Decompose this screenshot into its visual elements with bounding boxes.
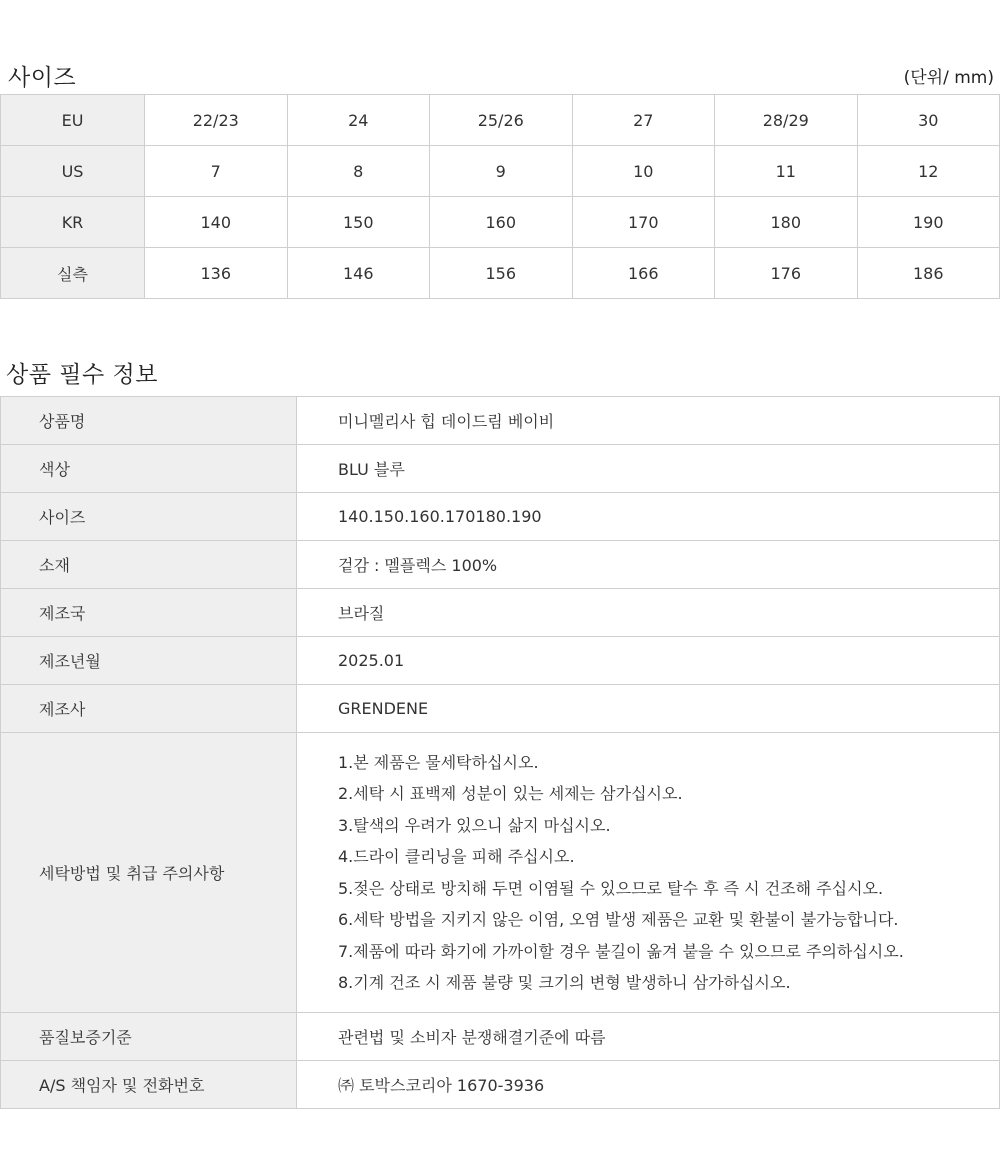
size-cell: 140 (145, 197, 288, 248)
size-cell: 12 (857, 146, 1000, 197)
info-label: A/S 책임자 및 전화번호 (1, 1061, 297, 1109)
info-label: 상품명 (1, 397, 297, 445)
info-value: ㈜ 토박스코리아 1670-3936 (297, 1061, 1000, 1109)
product-info-table (0, 396, 1000, 1109)
info-row-product-name (1, 397, 1000, 445)
size-cell: 22/23 (145, 95, 288, 146)
care-item: 4.드라이 클리닝을 피해 주십시오. (338, 847, 575, 866)
size-row-label: US (1, 146, 145, 197)
size-cell: 8 (287, 146, 430, 197)
care-item: 3.탈색의 우려가 있으니 삶지 마십시오. (338, 815, 611, 835)
info-row-as-contact (1, 1061, 1000, 1109)
info-label: 세탁방법 및 취급 주의사항 (1, 733, 297, 1013)
size-table (0, 94, 1000, 299)
size-unit-label: (단위/ mm) (903, 67, 994, 88)
size-row-us (1, 146, 1000, 197)
size-cell: 166 (572, 248, 715, 299)
info-value: GRENDENE (297, 685, 1000, 733)
info-value: 140.150.160.170180.190 (297, 493, 1000, 541)
info-value: 2025.01 (297, 637, 1000, 685)
size-row-measured (1, 248, 1000, 299)
size-cell: 11 (715, 146, 858, 197)
size-cell: 24 (287, 95, 430, 146)
care-item: 7.제품에 따라 화기에 가까이할 경우 불길이 옮겨 붙을 수 있으므로 주의하십시오. (338, 941, 904, 961)
size-cell: 146 (287, 248, 430, 299)
size-row-eu (1, 95, 1000, 146)
size-cell: 25/26 (430, 95, 573, 146)
size-section-header (0, 58, 1000, 92)
care-item: 2.세탁 시 표백제 성분이 있는 세제는 삼가십시오. (338, 784, 683, 803)
info-row-manufacturer (1, 685, 1000, 733)
info-row-care (1, 733, 1000, 1013)
size-cell: 176 (715, 248, 858, 299)
info-row-material (1, 541, 1000, 589)
info-section-header (0, 354, 1000, 390)
size-cell: 7 (145, 146, 288, 197)
info-section-title: 상품 필수 정보 (6, 361, 158, 388)
size-row-label: 실측 (1, 248, 145, 299)
info-value: 겉감 : 멜플렉스 100% (297, 541, 1000, 589)
info-row-size (1, 493, 1000, 541)
size-cell: 28/29 (715, 95, 858, 146)
size-cell: 30 (857, 95, 1000, 146)
info-row-color (1, 445, 1000, 493)
info-label: 제조사 (1, 685, 297, 733)
care-item: 1.본 제품은 물세탁하십시오. (338, 752, 539, 772)
size-row-kr (1, 197, 1000, 248)
size-cell: 10 (572, 146, 715, 197)
size-cell: 186 (857, 248, 1000, 299)
care-item: 8.기계 건조 시 제품 불량 및 크기의 변형 발생하니 삼가하십시오. (338, 973, 791, 992)
size-cell: 180 (715, 197, 858, 248)
info-label: 품질보증기준 (1, 1013, 297, 1061)
size-row-label: EU (1, 95, 145, 146)
size-cell: 27 (572, 95, 715, 146)
info-value: 미니멜리사 힙 데이드림 베이비 (297, 397, 1000, 445)
care-instructions (297, 733, 1000, 1013)
size-cell: 190 (857, 197, 1000, 248)
size-row-label: KR (1, 197, 145, 248)
size-cell: 156 (430, 248, 573, 299)
care-item: 6.세탁 방법을 지키지 않은 이염, 오염 발생 제품은 교환 및 환불이 불가능합니다. (338, 910, 899, 929)
size-cell: 170 (572, 197, 715, 248)
size-section-title: 사이즈 (8, 64, 77, 91)
size-cell: 9 (430, 146, 573, 197)
size-cell: 136 (145, 248, 288, 299)
size-cell: 150 (287, 197, 430, 248)
info-value: BLU 블루 (297, 445, 1000, 493)
info-value: 관련법 및 소비자 분쟁해결기준에 따름 (297, 1013, 1000, 1061)
info-label: 제조국 (1, 589, 297, 637)
info-row-manufacture-date (1, 637, 1000, 685)
info-label: 색상 (1, 445, 297, 493)
care-list (338, 747, 999, 999)
info-row-country (1, 589, 1000, 637)
size-cell: 160 (430, 197, 573, 248)
info-label: 제조년월 (1, 637, 297, 685)
info-label: 사이즈 (1, 493, 297, 541)
info-row-quality-standard (1, 1013, 1000, 1061)
info-label: 소재 (1, 541, 297, 589)
care-item: 5.젖은 상태로 방치해 두면 이염될 수 있으므로 탈수 후 즉 시 건조해 주십시오. (338, 878, 884, 898)
info-value: 브라질 (297, 589, 1000, 637)
